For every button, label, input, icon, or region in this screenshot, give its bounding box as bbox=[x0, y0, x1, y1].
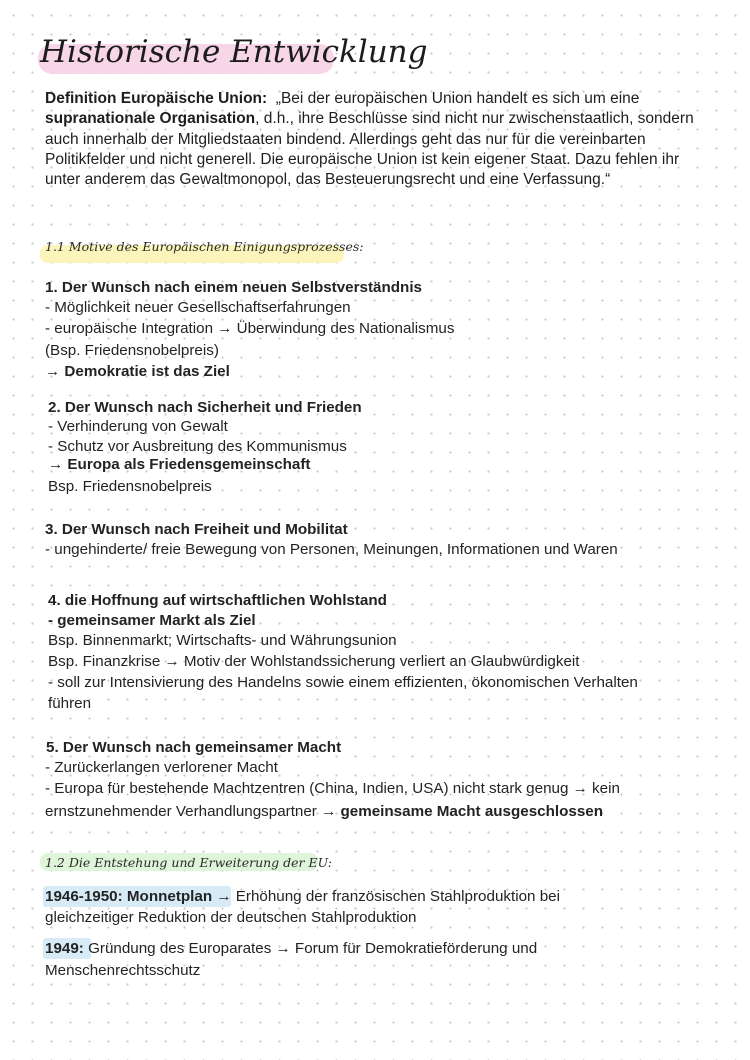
motive1-title: 1. Der Wunsch nach einem neuen Selbstverständnis bbox=[45, 279, 422, 296]
motive5-line3 bbox=[45, 803, 603, 820]
timeline-entry-2 bbox=[45, 940, 537, 957]
motive5-line3-bold: gemeinsame Macht ausgeschlossen bbox=[340, 803, 604, 820]
motive4-line4: - soll zur Intensivierung des Handelns sowie einem effizienten, ökonomischen Verhalten bbox=[48, 674, 638, 691]
timeline-entry-2-cont: Menschenrechtsschutz bbox=[45, 962, 201, 979]
section1-heading: 1.1 Motive des Europäischen Einigungsprozesses: bbox=[45, 239, 364, 254]
motive1-line1: - Möglichkeit neuer Gesellschaftserfahrungen bbox=[45, 299, 351, 316]
motive5-line2: - Europa für bestehende Machtzentren (China, Indien, USA) nicht stark genug → kein bbox=[45, 780, 620, 797]
motive5-line3-text: ernstzunehmender Verhandlungspartner → bbox=[45, 803, 341, 820]
motive5-title: 5. Der Wunsch nach gemeinsamer Macht bbox=[46, 739, 342, 756]
motive2-line1: - Verhinderung von Gewalt bbox=[48, 418, 228, 435]
motive1-line4: → Demokratie ist das Ziel bbox=[45, 363, 230, 380]
motive4-title: 4. die Hoffnung auf wirtschaftlichen Wohlstand bbox=[48, 592, 387, 609]
motive2-line3: → Europa als Friedensgemeinschaft bbox=[48, 456, 311, 473]
motive4-line5: führen bbox=[48, 695, 92, 712]
motive2-line2: - Schutz vor Ausbreitung des Kommunismus bbox=[48, 438, 347, 455]
motive3-title: 3. Der Wunsch nach Freiheit und Mobilitat bbox=[45, 521, 348, 538]
motive2-title: 2. Der Wunsch nach Sicherheit und Frieden bbox=[48, 399, 362, 416]
motive1-line3: (Bsp. Friedensnobelpreis) bbox=[45, 342, 219, 359]
definition-bold-term: supranationale Organisation bbox=[45, 110, 256, 128]
timeline-entry-1 bbox=[45, 888, 560, 905]
motive2-line4: Bsp. Friedensnobelpreis bbox=[48, 478, 212, 495]
motive4-line3: Bsp. Finanzkrise → Motiv der Wohlstandssicherung verliert an Glaubwürdigkeit bbox=[48, 653, 580, 670]
timeline-date-2: 1949: bbox=[45, 940, 84, 957]
definition-label: Definition Europäische Union: bbox=[45, 90, 268, 107]
motive4-line2: Bsp. Binnenmarkt; Wirtschafts- und Währungsunion bbox=[48, 632, 397, 649]
motive1-line2: - europäische Integration → Überwindung des Nationalismus bbox=[45, 320, 455, 337]
timeline-text-2: Gründung des Europarates → Forum für Demokratieförderung und bbox=[83, 940, 538, 957]
motive4-line1: - gemeinsamer Markt als Ziel bbox=[48, 612, 256, 629]
definition-quote-rest: , d.h., ihre Beschlüsse sind nicht nur zwischenstaatlich, sondern auch innerhalb der Mitgliedstaaten bindend. Allerdings geht das nur für die vereinbarten Politikfelder und nicht generell. Die europäische Union ist kein eigener Staat. Dazu fehlen ihr unter anderem das Gewaltmonopol, das Besteuerungsrecht und eine Verfassung.“ bbox=[45, 110, 694, 189]
motive5-line1: - Zurückerlangen verlorener Macht bbox=[45, 759, 278, 776]
definition-quote-start: „Bei der europäischen Union handelt es sich um eine bbox=[275, 90, 640, 107]
page-title: Historische Entwicklung bbox=[40, 34, 428, 70]
motive3-line1: - ungehinderte/ freie Bewegung von Personen, Meinungen, Informationen und Waren bbox=[45, 541, 618, 558]
timeline-date-1: 1946-1950: Monnetplan bbox=[45, 888, 213, 905]
section2-heading: 1.2 Die Entstehung und Erweiterung der EU: bbox=[45, 855, 332, 870]
timeline-text-1: → Erhöhung der französischen Stahlproduktion bei bbox=[212, 888, 560, 905]
definition-paragraph bbox=[45, 89, 710, 190]
timeline-entry-1-cont: gleichzeitiger Reduktion der deutschen Stahlproduktion bbox=[45, 909, 417, 926]
